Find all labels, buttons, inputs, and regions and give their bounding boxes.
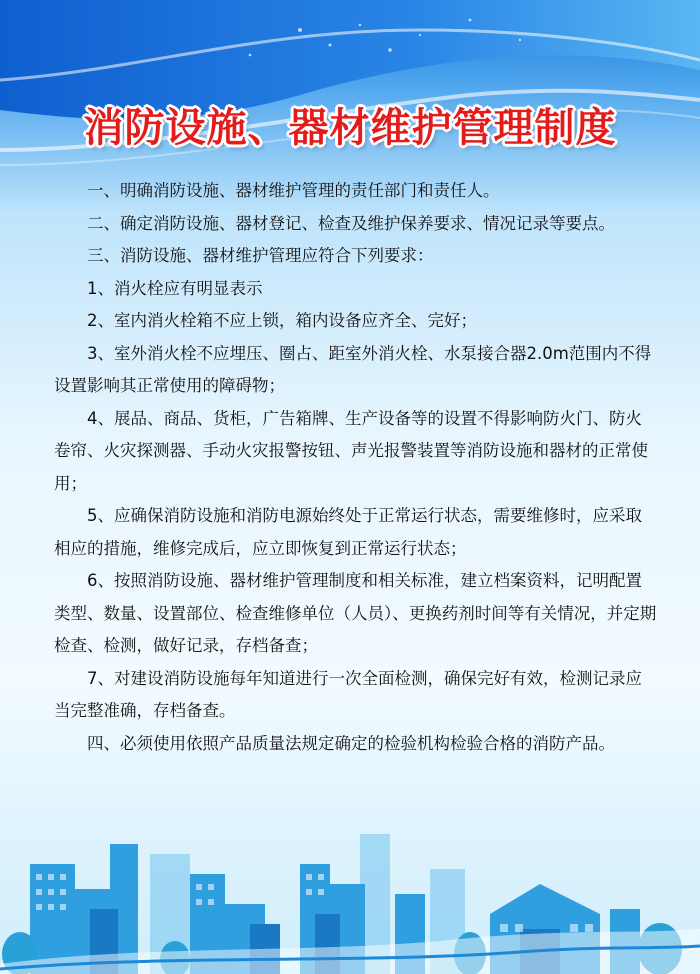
requirement-1: 1、消火栓应有明显表示 [87, 278, 263, 298]
requirement-6: 6、按照消防设施、器材维护管理制度和相关标准，建立档案资料，记明配置类型、数量、设置部位、检查维修单位（人员）、更换药剂时间等有关情况，并定期检查、检测，做好记录，存档备查； [54, 571, 657, 655]
requirement-7: 7、对建设消防设施每年知道进行一次全面检测，确保完好有效，检测记录应当完整准确，存档备查。 [54, 668, 642, 720]
requirement-2: 2、室内消火栓箱不应上锁，箱内设备应齐全、完好； [87, 311, 477, 330]
requirement-4: 4、展品、商品、货柜，广告箱牌、生产设备等的设置不得影响防火门、防火卷帘、火灾探测器、手动火灾报警按钮、声光报警装置等消防设施和器材的正常使用； [54, 408, 648, 493]
paragraph-1: 一、明确消防设施、器材维护管理的责任部门和责任人。 [87, 181, 500, 200]
paragraph-3: 三、消防设施、器材维护管理应符合下列要求： [87, 246, 434, 265]
city-skyline-illustration [0, 814, 700, 974]
paragraph-4: 四、必须使用依照产品质量法规定确定的检验机构检验合格的消防产品。 [87, 733, 615, 753]
paragraph-2: 二、确定消防设施、器材登记、检查及维护保养要求、情况记录等要点。 [87, 213, 615, 233]
requirement-3: 3、室外消火栓不应埋压、圈占、距室外消火栓、水泵接合器2.0m范围内不得设置影响其正常使用的障碍物； [54, 343, 652, 395]
page-title: 消防设施、器材维护管理制度 [83, 105, 617, 151]
requirement-5: 5、应确保消防设施和消防电源始终处于正常运行状态，需要维修时，应采取相应的措施，维修完成后，应立即恢复到正常运行状态； [54, 506, 642, 558]
regulation-body [54, 175, 658, 760]
